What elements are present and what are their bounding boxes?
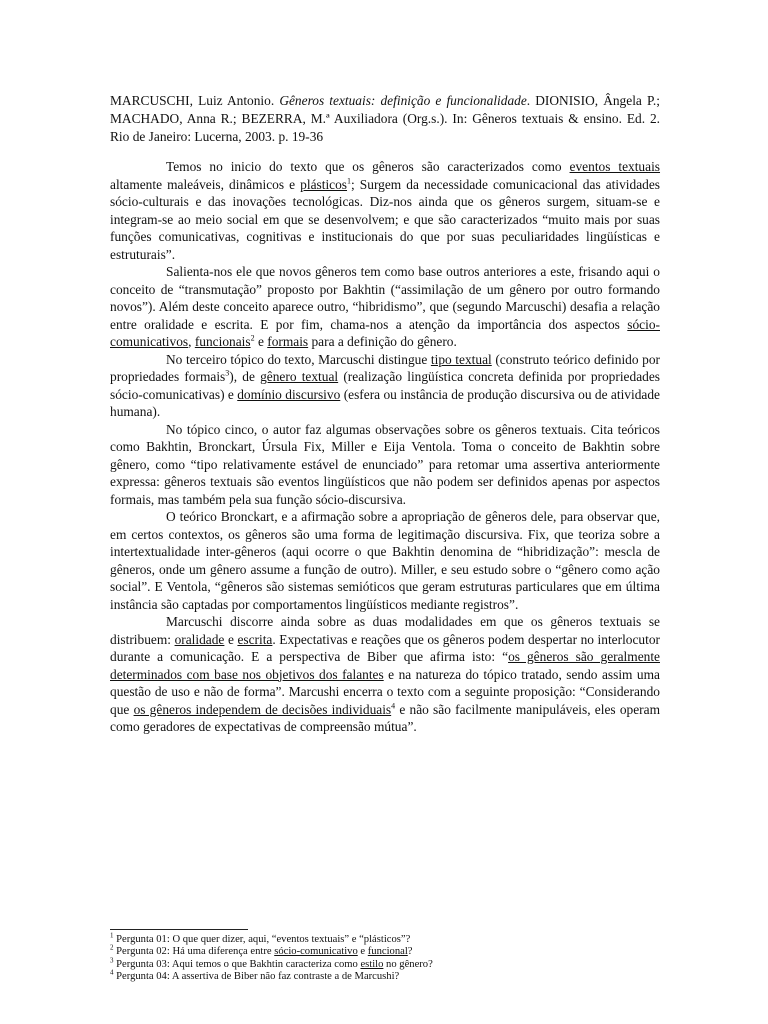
footnote (110, 968, 660, 983)
underlined-term: estilo (360, 958, 384, 970)
footnote-marker: 2 (110, 943, 114, 952)
citation-details: . DIONISIO, Ângela P.; MACHADO, Anna R.; BEZERRA, M.ª Auxiliadora (Org.s.). In: Gêneros textuais & ensino. Ed. 2. Rio de Janeiro: Lucerna, 2003. p. 19-36 (110, 93, 660, 144)
underlined-term: tipo textual (430, 351, 492, 367)
text-run: Pergunta 02: Há uma diferença entre (113, 946, 275, 958)
text-run: Pergunta 01: O que quer dizer, aqui, “eventos textuais” e “plásticos”? (113, 934, 411, 945)
text-run: . Expectativas e reações que os gêneros podem despertar no interlocutor durante a comunicação. E a perspectiva de Biber que afirma isto: “ (110, 631, 660, 664)
paragraphs (110, 158, 660, 736)
text-run: Marcuschi discorre ainda sobre as duas modalidades em que os gêneros textuais se distribuem: (110, 614, 660, 647)
text-run: (realização lingüística concreta definida por propriedades sócio-comunicativas) e (110, 369, 660, 402)
text-run: e (357, 946, 368, 958)
text-run: Temos no inicio do texto que os gêneros são caracterizados como (166, 159, 570, 174)
footnote (110, 956, 660, 971)
text-run: (construto teórico definido por propriedades formais (110, 351, 660, 384)
text-run: e (254, 334, 268, 349)
text-run: altamente maleáveis, dinâmicos e (110, 176, 301, 192)
text-run: e na natureza do tópico tratado, sendo assim uma questão de uso e não de forma”. Marcushi encerra o texto com a seguinte proposição: “Considerando que (110, 666, 660, 717)
footnote-marker: 4 (110, 968, 114, 977)
text-run: Pergunta 04: A assertiva de Biber não faz contraste a de Marcushi? (113, 970, 400, 982)
text-run: Salienta-nos ele que novos gêneros tem como base outros anteriores a este, frisando aqui o conceito de “transmutação” proposto por Bakhtin (“assimilação de um gênero por outro formando novos”). Além deste conceito aparece outro, “hibridismo”, que (segundo Marcuschi) desafia a relação entre oralidade e escrita. E por fim, chama-nos a atenção da importância dos aspectos (110, 264, 660, 332)
text-run: (esfera ou instância de produção discursiva ou de atividade humana). (110, 386, 660, 419)
underlined-term: eventos textuais (569, 159, 661, 174)
underlined-term: oralidade (174, 631, 225, 647)
body-paragraph (110, 263, 660, 351)
body-paragraph (110, 421, 660, 509)
text-run: , (188, 334, 195, 349)
body-paragraph (110, 508, 660, 613)
footnote (110, 931, 660, 946)
underlined-term: os gêneros são geralmente determinados com base nos objetivos dos falantes (110, 649, 660, 682)
body-paragraph (110, 158, 660, 263)
footnote-marker: 3 (110, 956, 114, 965)
footnote-marker: 4 (391, 701, 396, 711)
underlined-term: formais (267, 334, 309, 349)
document-body (110, 92, 660, 736)
footnote (110, 943, 660, 958)
citation-authors: MARCUSCHI, Luiz Antonio. (110, 93, 280, 108)
text-run: Pergunta 03: Aqui temos o que Bakhtin caracteriza como (113, 958, 361, 970)
underlined-term: plásticos (300, 176, 348, 192)
footnote-marker: 1 (347, 176, 352, 186)
underlined-term: domínio discursivo (237, 386, 341, 402)
text-run: ; Surgem da necessidade comunicacional das atividades sócio-culturais e das inovações tecnológicas. Diz-nos ainda que os gêneros surgem, situam-se e integram-se ao meio social em que se desenvolvem; e que são caracterizados “muito mais por suas funções comunicativas, cognitivas e institucionais do que por suas peculiaridades lingüísticas e estruturais”. (110, 176, 661, 262)
underlined-term: os gêneros independem de decisões individuais (133, 701, 392, 717)
text-run: ? (407, 946, 413, 958)
underlined-term: funcionais (194, 334, 251, 349)
footnote-marker: 2 (250, 333, 255, 343)
footnote-marker: 3 (225, 368, 230, 378)
underlined-term: sócio-comunicativo (274, 946, 358, 958)
footnote-separator (110, 929, 248, 930)
footnotes-section (110, 929, 660, 983)
underlined-term: escrita (237, 631, 273, 647)
underlined-term: funcional (367, 946, 408, 958)
footnote-list (110, 931, 660, 983)
body-paragraph (110, 613, 660, 736)
text-run: e não são facilmente manipuláveis, eles operam como geradores de expectativas de compreensão mútua”. (110, 701, 660, 734)
bibliographic-citation (110, 92, 660, 146)
citation-title: Gêneros textuais: definição e funcionalidade (279, 93, 527, 108)
text-run: No terceiro tópico do texto, Marcuschi distingue (166, 351, 431, 367)
text-run: e (224, 631, 238, 647)
body-paragraph (110, 351, 660, 421)
text-run: O teórico Bronckart, e a afirmação sobre a apropriação de gêneros dele, para observar que, em certos contextos, os gêneros são uma forma de legitimação discursiva. Fix, que teoriza sobre a intertextualidade inter-gêneros (aqui ocorre o que Bakhtin denomina de “hibridização”: mescla de gêneros, onde um gênero assume a função de outro). Miller, e seu estudo sobre o “gênero como ação social”. E Ventola, “gêneros são sistemas semióticos que geram estruturas particulares que em última instância são captadas por comportamentos lingüísticos mediante registros”. (110, 509, 660, 612)
text-run: para a definição do gênero. (308, 334, 457, 349)
footnote-marker: 1 (110, 931, 114, 940)
underlined-term: gênero textual (260, 369, 339, 384)
text-run: ), de (229, 369, 261, 384)
text-run: no gênero? (383, 958, 433, 970)
underlined-term: sócio-comunicativos (110, 316, 660, 349)
text-run: No tópico cinco, o autor faz algumas observações sobre os gêneros textuais. Cita teóricos como Bakhtin, Bronckart, Úrsula Fix, Miller e Eija Ventola. Toma o conceito de Bakhtin sobre gênero, como “tipo relativamente estável de enunciado” para retomar uma assertiva anteriormente expressa: gêneros textuais são eventos lingüísticos que não podem ser definidos apenas por aspectos formais, mas também pela sua função sócio-discursiva. (110, 421, 660, 507)
